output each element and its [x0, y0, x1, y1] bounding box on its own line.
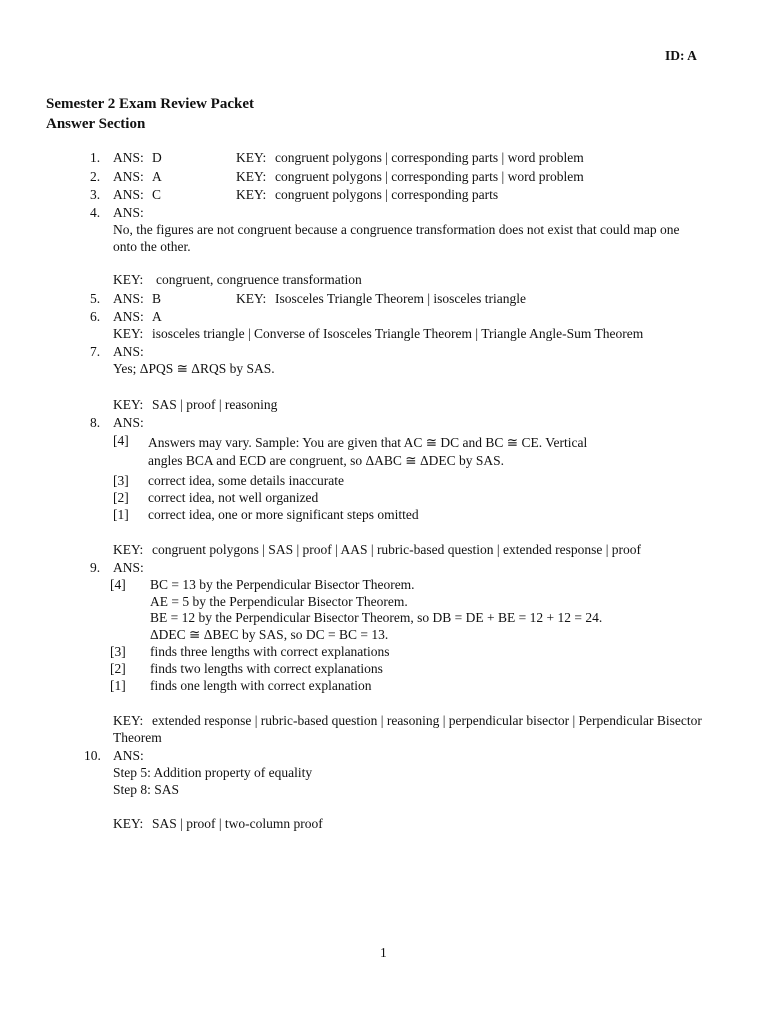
ans-label: ANS:	[113, 560, 144, 575]
rubric-text: finds three lengths with correct explanations	[150, 644, 390, 659]
rubric-score: [4]	[113, 433, 129, 448]
key-value: congruent, congruence transformation	[156, 272, 362, 287]
item-number: 2.	[90, 169, 101, 184]
key-label: KEY:	[236, 150, 267, 165]
ans-value: A	[152, 309, 162, 324]
rubric-text: correct idea, one or more significant steps omitted	[148, 507, 419, 522]
document-title: Semester 2 Exam Review Packet	[46, 96, 254, 112]
proof-step: Step 8: SAS	[113, 782, 180, 797]
rubric-score: [1]	[110, 678, 126, 693]
item-number: 3.	[90, 187, 101, 202]
rubric-text: BE = 12 by the Perpendicular Bisector Theorem, so DB = DE + BE = 12 + 12 = 24.	[150, 610, 603, 625]
ans-value: A	[152, 169, 162, 184]
key-value: SAS | proof | reasoning	[152, 397, 278, 412]
key-value: isosceles triangle | Converse of Isosceles Triangle Theorem | Triangle Angle-Sum Theorem	[152, 326, 644, 341]
ans-value: D	[152, 150, 162, 165]
ans-label: ANS:	[113, 291, 144, 306]
key-value: extended response | rubric-based question | reasoning | perpendicular bisector | Perpendicular Bisector	[152, 713, 702, 728]
rubric-text: angles BCA and ECD are congruent, so ΔABC ≅ ΔDEC by SAS.	[148, 453, 505, 468]
key-label: KEY:	[236, 187, 267, 202]
item-number: 4.	[90, 205, 101, 220]
ans-label: ANS:	[113, 187, 144, 202]
rubric-score: [2]	[113, 490, 129, 505]
key-label: KEY:	[113, 816, 144, 831]
key-value: SAS | proof | two-column proof	[152, 816, 323, 831]
ans-label: ANS:	[113, 169, 144, 184]
key-value-continued: Theorem	[113, 730, 162, 745]
rubric-text: ΔDEC ≅ ΔBEC by SAS, so DC = BC = 13.	[150, 627, 389, 642]
item-number: 8.	[90, 415, 101, 430]
key-value: Isosceles Triangle Theorem | isosceles triangle	[275, 291, 527, 306]
key-label: KEY:	[236, 169, 267, 184]
id-label: ID: A	[665, 48, 697, 63]
rubric-text: BC = 13 by the Perpendicular Bisector Theorem.	[150, 577, 415, 592]
key-value: congruent polygons | corresponding parts	[275, 187, 499, 202]
ans-label: ANS:	[113, 748, 144, 763]
page-number: 1	[380, 945, 387, 960]
section-subtitle: Answer Section	[46, 116, 146, 132]
rubric-text: correct idea, some details inaccurate	[148, 473, 345, 488]
key-value: congruent polygons | corresponding parts | word problem	[275, 150, 584, 165]
proof-step: Step 5: Addition property of equality	[113, 765, 313, 780]
rubric-score: [1]	[113, 507, 129, 522]
rubric-text: finds two lengths with correct explanations	[150, 661, 383, 676]
ans-label: ANS:	[113, 309, 144, 324]
key-label: KEY:	[113, 397, 144, 412]
key-label: KEY:	[236, 291, 267, 306]
rubric-text: Answers may vary. Sample: You are given that AC ≅ DC and BC ≅ CE. Vertical	[148, 435, 588, 450]
item-number: 6.	[90, 309, 101, 324]
rubric-score: [4]	[110, 577, 126, 592]
answer-text: No, the figures are not congruent because a congruence transformation does not exist that could map one	[113, 222, 680, 237]
ans-label: ANS:	[113, 344, 144, 359]
item-number: 9.	[90, 560, 101, 575]
ans-value: C	[152, 187, 162, 202]
answer-text: Yes; ΔPQS ≅ ΔRQS by SAS.	[113, 361, 275, 376]
key-value: congruent polygons | corresponding parts | word problem	[275, 169, 584, 184]
key-label: KEY:	[113, 326, 144, 341]
ans-label: ANS:	[113, 205, 144, 220]
key-label: KEY:	[113, 542, 144, 557]
answer-text: onto the other.	[113, 239, 191, 254]
rubric-text: correct idea, not well organized	[148, 490, 319, 505]
rubric-score: [3]	[113, 473, 129, 488]
ans-label: ANS:	[113, 415, 144, 430]
ans-label: ANS:	[113, 150, 144, 165]
key-label: KEY:	[113, 272, 144, 287]
key-label: KEY:	[113, 713, 144, 728]
rubric-text: AE = 5 by the Perpendicular Bisector Theorem.	[150, 594, 408, 609]
item-number: 1.	[90, 150, 101, 165]
rubric-score: [2]	[110, 661, 126, 676]
rubric-score: [3]	[110, 644, 126, 659]
key-value: congruent polygons | SAS | proof | AAS | rubric-based question | extended response | proof	[152, 542, 642, 557]
item-number: 7.	[90, 344, 101, 359]
rubric-text: finds one length with correct explanation	[150, 678, 372, 693]
ans-value: B	[152, 291, 162, 306]
item-number: 5.	[90, 291, 101, 306]
item-number: 10.	[84, 748, 101, 763]
